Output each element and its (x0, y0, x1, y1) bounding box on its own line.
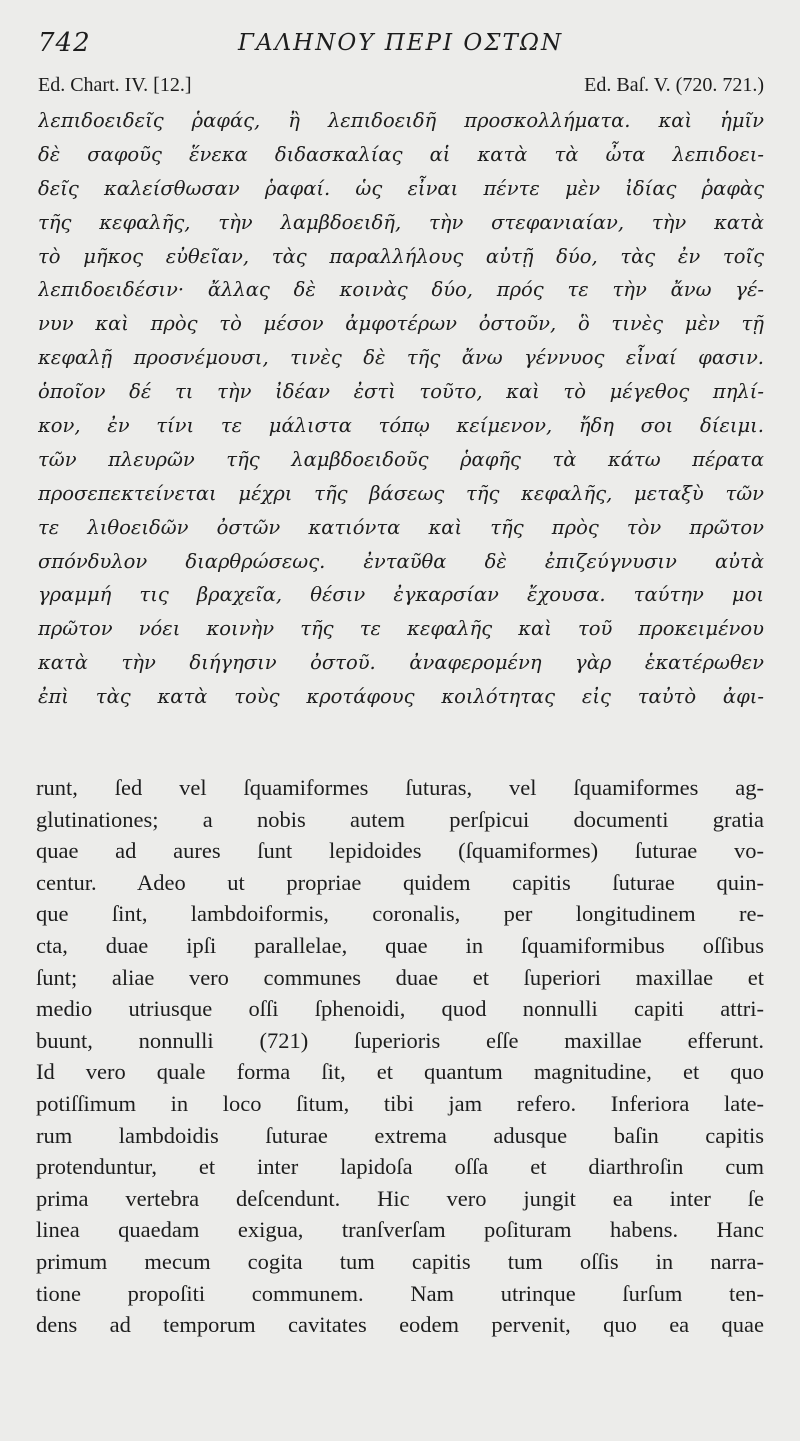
page-number: 742 (38, 28, 91, 58)
latin-text-line: tione propoſiti communem. Nam utrinque ſurſum ten- (36, 1280, 764, 1306)
greek-text-line: πρῶτον νόει κοινὴν τῆς τε κεφαλῆς καὶ τοῦ προκειμένου (38, 617, 764, 641)
latin-text-line: protenduntur, et inter lapidoſa oſſa et diarthroſin cum (36, 1154, 764, 1180)
latin-text-line: primum mecum cogita tum capitis tum oſſis in narra- (36, 1248, 764, 1274)
greek-text-line: δεῖς καλείσθωσαν ῥαφαί. ὡς εἶναι πέντε μὲν ἰδίας ῥαφὰς (38, 176, 764, 200)
latin-text-line: centur. Adeo ut propriae quidem capitis ſuturae quin- (36, 869, 764, 895)
latin-text-line: glutinationes; a nobis autem perſpicui documenti gratia (36, 806, 764, 832)
latin-text-line: Id vero quale forma ſit, et quantum magnitudine, et quo (36, 1059, 764, 1085)
latin-text-line: quae ad aures ſunt lepidoides (ſquamiformes) ſuturae vo- (36, 838, 764, 864)
latin-text-line: medio utriusque oſſi ſphenoidi, quod nonnulli capiti attri- (36, 996, 764, 1022)
greek-text-line: λεπιδοειδέσιν· ἄλλας δὲ κοινὰς δύο, πρός τε τὴν ἄνω γέ- (38, 278, 764, 302)
latin-text-line: que ſint, lambdoiformis, coronalis, per longitudinem re- (36, 901, 764, 927)
latin-text-line: rum lambdoidis ſuturae extrema adusque baſin capitis (36, 1122, 764, 1148)
latin-text-line: dens ad temporum cavitates eodem pervenit, quo ea quae (36, 1312, 764, 1338)
latin-text-line: runt, ſed vel ſquamiformes ſuturas, vel ſquamiformes ag- (36, 775, 764, 800)
greek-text-line: σπόνδυλον διαρθρώσεως. ἐνταῦθα δὲ ἐπιζεύγνυσιν αὐτὰ (38, 549, 764, 573)
greek-text-line: τῶν πλευρῶν τῆς λαμβδοειδοῦς ῥαφῆς τὰ κάτω πέρατα (38, 447, 764, 471)
latin-text-line: buunt, nonnulli (721) ſuperioris eſſe maxillae efferunt. (36, 1027, 764, 1053)
page-header (38, 28, 768, 68)
edition-basel-ref: Ed. Baſ. V. (720. 721.) (584, 74, 764, 96)
greek-text-line: ὁποῖον δέ τι τὴν ἰδέαν ἐστὶ τοῦτο, καὶ τὸ μέγεθος πηλί- (38, 380, 764, 404)
greek-text-line: τῆς κεφαλῆς, τὴν λαμβδοειδῆ, τὴν στεφανιαίαν, τὴν κατὰ (38, 210, 764, 234)
greek-text-line: ἐπὶ τὰς κατὰ τοὺς κροτάφους κοιλότητας εἰς ταὐτὸ ἀφι- (38, 685, 764, 709)
greek-text-line: προσεπεκτείνεται μέχρι τῆς βάσεως τῆς κεφαλῆς, μεταξὺ τῶν (38, 481, 764, 505)
greek-text-line: λεπιδοειδεῖς ῥαφάς, ἢ λεπιδοειδῆ προσκολλήματα. καὶ ἡμῖν (38, 109, 764, 132)
greek-text-line: νυν καὶ πρὸς τὸ μέσον ἀμφοτέρων ὀστοῦν, ὃ τινὲς μὲν τῇ (38, 312, 764, 336)
greek-text-line: δὲ σαφοῦς ἕνεκα διδασκαλίας αἱ κατὰ τὰ ὦτα λεπιδοει- (38, 142, 764, 166)
greek-text-line: κον, ἐν τίνι τε μάλιστα τόπῳ κείμενον, ἤδη σοι δίειμι. (38, 414, 764, 438)
latin-text-line: linea quaedam exigua, tranſverſam poſituram habens. Hanc (36, 1217, 764, 1243)
latin-text-line: potiſſimum in loco ſitum, tibi jam refero. Inferiora late- (36, 1090, 764, 1116)
greek-text-line: κατὰ τὴν διήγησιν ὀστοῦ. ἀναφερομένη γὰρ ἑκατέρωθεν (38, 651, 764, 675)
latin-text-block (36, 772, 764, 1341)
latin-text-line: cta, duae ipſi parallelae, quae in ſquamiformibus oſſibus (36, 932, 764, 958)
edition-reference-line (38, 74, 764, 102)
greek-text-block (38, 104, 764, 714)
greek-text-line: κεφαλῇ προσνέμουσι, τινὲς δὲ τῆς ἄνω γέννυος εἶναί φασιν. (38, 346, 764, 370)
greek-text-line: τὸ μῆκος εὐθεῖαν, τὰς παραλλήλους αὐτῇ δύο, τὰς ἐν τοῖς (38, 244, 764, 268)
latin-text-line: prima vertebra deſcendunt. Hic vero jungit ea inter ſe (36, 1185, 764, 1211)
latin-text-line: ſunt; aliae vero communes duae et ſuperiori maxillae et (36, 964, 764, 990)
running-title: ΓΑΛΗΝΟΥ ΠΕΡΙ ΟΣΤΩΝ (238, 30, 564, 56)
edition-chartier-ref: Ed. Chart. IV. [12.] (38, 74, 192, 96)
greek-text-line: γραμμή τις βραχεῖα, θέσιν ἐγκαρσίαν ἔχουσα. ταύτην μοι (38, 583, 764, 607)
greek-text-line: τε λιθοειδῶν ὀστῶν κατιόντα καὶ τῆς πρὸς τὸν πρῶτον (38, 515, 764, 539)
